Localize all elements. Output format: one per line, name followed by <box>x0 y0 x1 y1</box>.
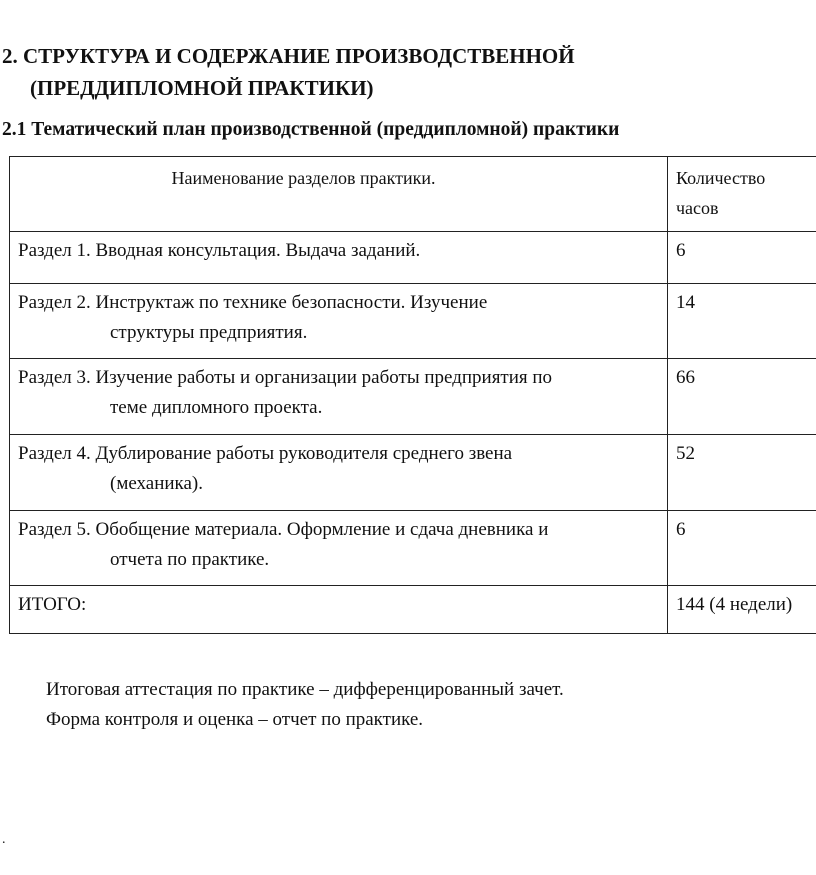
total-hours: 144 (4 недели) <box>668 586 816 634</box>
total-row <box>10 586 816 634</box>
section-name: Раздел 3. Изучение работы и организации работы предприятия по <box>18 367 553 388</box>
table-row <box>10 511 816 586</box>
section-title-line2: (ПРЕДДИПЛОМНОЙ ПРАКТИКИ) <box>30 76 374 100</box>
section-name: Раздел 2. Инструктаж по технике безопасности. Изучение <box>18 292 488 313</box>
section-name: Раздел 1. Вводная консультация. Выдача заданий. <box>18 240 421 261</box>
section-name-continued: теме дипломного проекта. <box>110 397 323 418</box>
section-title <box>2 40 802 104</box>
hours-cell: 66 <box>668 359 816 435</box>
thematic-plan-table <box>9 156 816 634</box>
header-section-name: Наименование разделов практики. <box>10 157 668 232</box>
section-name: Раздел 5. Обобщение материала. Оформление и сдача дневника и <box>18 519 549 540</box>
section-cell <box>10 232 668 284</box>
attestation-note: Итоговая аттестация по практике – дифференцированный зачет. <box>46 679 564 700</box>
hours-cell: 14 <box>668 284 816 359</box>
section-title-line1: 2. СТРУКТУРА И СОДЕРЖАНИЕ ПРОИЗВОДСТВЕННОЙ <box>2 44 575 68</box>
table-row <box>10 284 816 359</box>
hours-cell: 6 <box>668 232 816 284</box>
table-row <box>10 232 816 284</box>
section-name-continued: (механика). <box>110 473 204 494</box>
section-cell <box>10 359 668 435</box>
hours-cell: 52 <box>668 435 816 511</box>
footer-notes <box>46 675 564 735</box>
table-row <box>10 435 816 511</box>
header-hours <box>668 157 816 232</box>
total-label: ИТОГО: <box>10 586 668 634</box>
section-name-continued: структуры предприятия. <box>110 322 308 343</box>
section-name-continued: отчета по практике. <box>110 549 270 570</box>
section-cell <box>10 435 668 511</box>
table-header-row <box>10 157 816 232</box>
section-name: Раздел 4. Дублирование работы руководителя среднего звена <box>18 443 513 464</box>
header-hours-line2: часов <box>676 198 719 218</box>
header-hours-line1: Количество <box>676 168 766 188</box>
table-row <box>10 359 816 435</box>
section-cell <box>10 511 668 586</box>
control-form-note: Форма контроля и оценка – отчет по практике. <box>46 709 424 730</box>
stray-mark: . <box>2 832 6 847</box>
subsection-title: 2.1 Тематический план производственной (преддипломной) практики <box>2 119 620 140</box>
hours-cell: 6 <box>668 511 816 586</box>
section-cell <box>10 284 668 359</box>
